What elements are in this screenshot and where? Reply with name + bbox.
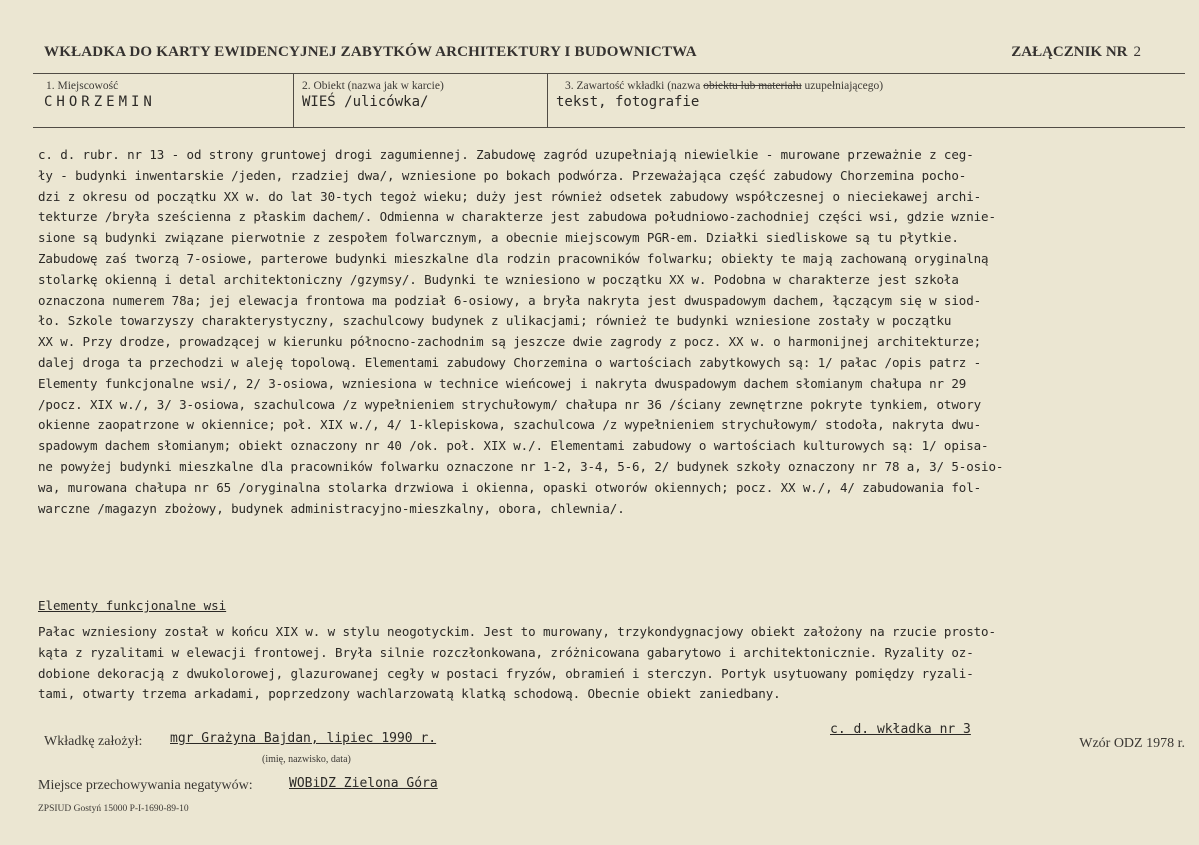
creator-caption: (imię, nazwisko, data) [262, 754, 351, 765]
field-divider-2 [547, 73, 548, 127]
contents-label-suffix: uzupełniającego) [804, 80, 884, 92]
contents-label-prefix: 3. Zawartość wkładki (nazwa [565, 80, 701, 92]
text-line: XX w. Przy drodze, prowadzącej w kierunku północno-zachodnim są jeszcze dwie zagrody z pocz. XX w. o harmonijnej architekturze; [38, 334, 982, 350]
page-title: WKŁADKA DO KARTY EWIDENCYJNEJ ZABYTKÓW ARCHITEKTURY I BUDOWNICTWA [44, 44, 697, 60]
text-line: kąta z ryzalitami w elewacji frontowej. Bryła silnie rozczłonkowana, zróżnicowana gabarytowo i architektonicznie. Ryzality oz- [38, 644, 974, 660]
contents-label-struck: obiektu lub materiału [703, 80, 802, 92]
text-line: dalej droga ta przechodzi w aleję topolową. Elementami zabudowy Chorzemina o wartościach zabytkowych są: 1/ pałac /opis patrz - [38, 354, 982, 370]
continued-note: c. d. wkładka nr 3 [830, 722, 971, 737]
header-bottom-rule [33, 127, 1185, 128]
text-line: oznaczona numerem 78a; jej elewacja frontowa ma podział 6-osiowy, a bryła nakryta jest dwuspadowym dachem, łączącym się w siod- [38, 292, 982, 308]
text-line: tami, otwarty trzema arkadami, poprzedzony wachlarzowatą klatką schodową. Obecnie obiekt zaniedbany. [38, 686, 781, 702]
text-line: Elementy funkcjonalne wsi/, 2/ 3-osiowa, wzniesiona w technice wieńcowej i nakryta dwuspadowym dachem słomianym chałupa nr 29 [38, 375, 967, 391]
text-line: warczne /magazyn zbożowy, budynek administracyjno-mieszkalny, obora, chlewnia/. [38, 500, 625, 516]
text-line: ne powyżej budynki mieszkalne dla pracowników folwarku oznaczone nr 1-2, 3-4, 5-6, 2/ budynek szkoły oznaczony nr 78 a, 3/ 5-osio- [38, 458, 1004, 474]
locality-value: CHORZEMIN [44, 94, 156, 110]
header-top-rule [33, 73, 1185, 74]
form-model: Wzór ODZ 1978 r. [1079, 736, 1185, 751]
text-line: ły - budynki inwentarskie /jeden, rzadziej dwa/, wzniesione po bokach podwórza. Przeważająca część zabudowy Chorzemina pocho- [38, 167, 967, 183]
creator-label: Wkładkę założył: [44, 734, 143, 749]
text-line: /pocz. XIX w./, 3/ 3-osiowa, szachulcowa /z wypełnieniem strychułowym/ chałupa nr 36 /ściany zewnętrzne pokryte tynkiem, otwory [38, 396, 982, 412]
object-label: 2. Obiekt (nazwa jak w karcie) [302, 80, 444, 92]
text-line: Pałac wzniesiony został w końcu XIX w. w stylu neogotyckim. Jest to murowany, trzykondygnacjowy obiekt założony na rzucie prosto- [38, 624, 996, 639]
storage-label: Miejsce przechowywania negatywów: [38, 778, 253, 793]
text-line: okienne zaopatrzone w okiennice; poł. XIX w./, 4/ 1-klepiskowa, szachulcowa /z wypełnieniem strychułowym/ stodoła, nakryta dwu- [38, 417, 982, 433]
attachment-number: 2 [1133, 44, 1141, 60]
attachment-label [1011, 44, 1141, 61]
section-heading: Elementy funkcjonalne wsi [38, 598, 227, 613]
attachment-label-text: ZAŁĄCZNIK NR [1011, 44, 1128, 60]
main-description [38, 145, 1183, 519]
text-line: sione są budynki związane pierwotnie z zespołem folwarcznym, a obecnie miejscowym PGR-em. Działki siedliskowe są tu płytkie. [38, 230, 959, 246]
storage-value: WOBiDZ Zielona Góra [289, 776, 438, 791]
text-line: spadowym dachem słomianym; obiekt oznaczony nr 40 /ok. poł. XIX w./. Elementami zabudowy o wartościach kulturowych są: 1/ opisa- [38, 438, 989, 454]
text-line: dobione dekoracją z dwukolorowej, glazurowanej cegły w postaci fryzów, obramień i sterczyn. Portyk usytuowany pomiędzy ryzali- [38, 665, 974, 681]
text-line: stolarkę okienną i detal architektoniczny /gzymsy/. Budynki te wzniesiono w początku XX w. Podobna w charakterze jest szkoła [38, 271, 959, 287]
text-line: tekturze /bryła sześcienna z płaskim dachem/. Odmienna w charakterze jest zabudowa południowo-zachodniej części wsi, gdzie wznie- [38, 209, 996, 225]
locality-label: 1. Miejscowość [46, 80, 119, 92]
text-line: ło. Szkole towarzyszy charakterystyczny, szachulcowy budynek z ulikacjami; również te budynki wzniesione zostały w początku [38, 313, 952, 329]
object-value: WIEŚ /ulicówka/ [302, 94, 429, 110]
text-line: wa, murowana chałupa nr 65 /oryginalna stolarka drzwiowa i okienna, opaski otworów okiennych; pocz. XX w./, 4/ zabudowania fol- [38, 479, 982, 495]
text-line: dzi z okresu od początku XX w. do lat 30-tych tegoż wieku; duży jest również odsetek zabudowy współczesnej o nieciekawej archi- [38, 188, 982, 204]
creator-value: mgr Grażyna Bajdan, lipiec 1990 r. [170, 731, 437, 746]
text-line: Zabudowę zaś tworzą 7-osiowe, parterowe budynki mieszkalne dla rodzin pracowników folwarku; obiekty te mają zachowaną oryginalną [38, 250, 989, 266]
palace-description [38, 622, 1183, 705]
printer-note: ZPSIUD Gostyń 15000 P-I-1690-89-10 [38, 804, 189, 814]
text-line: c. d. rubr. nr 13 - od strony gruntowej drogi zagumiennej. Zabudowę zagród uzupełniają niewielkie - murowane przeważnie z ceg- [38, 147, 974, 162]
contents-label [565, 80, 883, 92]
contents-value: tekst, fotografie [556, 94, 700, 110]
field-divider-1 [293, 73, 294, 127]
